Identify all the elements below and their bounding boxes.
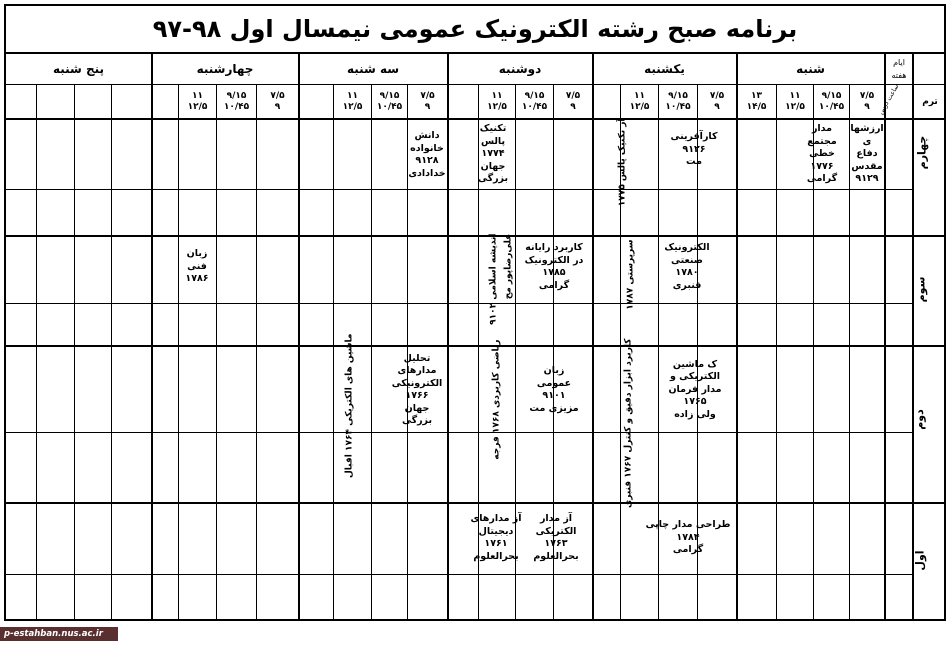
course-t4-tue-1: دانش خانواده ۹۱۲۸ خدادادی	[408, 130, 446, 179]
course-t3-mon-2a: علی‌رضاپور مح	[503, 233, 514, 300]
course-t2-sun-1: ک ماشین الکتریکی و مدار فرمان ۱۷۶۵ ولی زاده	[668, 358, 722, 420]
divider	[6, 574, 914, 575]
divider	[151, 52, 153, 619]
slot-sun-2: ۹/۱۵ ۱۰/۴۵	[665, 91, 691, 112]
term-2-label: دوم	[912, 409, 926, 430]
slot-wed-1: ۷/۵ ۹	[270, 91, 285, 112]
slot-sat-4: ۱۳ ۱۴/۵	[746, 91, 767, 112]
course-t3-mon-2b: اندیشه اسلامی ۹۱۰۲	[488, 233, 499, 325]
week-days-label: ایام هفته	[891, 58, 907, 80]
slot-tue-1: ۷/۵ ۹	[420, 91, 435, 112]
divider	[736, 52, 738, 619]
divider	[6, 345, 944, 347]
slot-wed-3: ۱۱ ۱۲/۵	[187, 91, 208, 112]
day-header-wed: چهارشنبه	[196, 61, 254, 76]
slot-mon-1: ۷/۵ ۹	[565, 91, 581, 112]
course-t3-mon-1: کاربرد رایانه در الکترونیک ۱۷۸۵ گرامی	[524, 242, 584, 291]
page-title: برنامه صبح رشته الکترونیک عمومی نیمسال اول ۹۸-۹۷	[152, 15, 798, 43]
slot-tue-2: ۹/۱۵ ۱۰/۴۵	[376, 91, 403, 112]
term-3-label: سوم	[914, 276, 928, 303]
course-t2-sun-2: کاربرد ابزار دقیق و کنترل ۱۷۶۷ قنبری	[623, 338, 634, 508]
course-t4-mon-3: تکنیک پالس ۱۷۷۴ جهان بزرگی	[477, 123, 509, 185]
slot-sat-2: ۹/۱۵ ۱۰/۴۵	[818, 91, 845, 112]
divider	[216, 84, 217, 619]
divider	[6, 84, 944, 85]
slot-tue-3: ۱۱ ۱۲/۵	[342, 91, 363, 112]
course-t2-mon-1: زبان عمومی ۹۱۰۱ مزیزی مت	[529, 365, 579, 414]
course-t4-sat-1: ارزشها ی دفاع مقدس ۹۱۲۹	[850, 123, 884, 185]
slot-mon-3: ۱۱ ۱۲/۵	[487, 91, 507, 112]
slot-wed-2: ۹/۱۵ ۱۰/۴۵	[223, 91, 250, 112]
course-t3-wed-3: زبان فنی ۱۷۸۶	[185, 248, 209, 285]
divider	[6, 303, 914, 304]
slot-sat-3: ۱۱ ۱۲/۵	[785, 91, 805, 112]
course-t2-tue-1: تحلیل مدارهای الکترونیکی ۱۷۶۶ جهان بزرگی	[391, 352, 443, 426]
course-t4-sun-2: آز تکنیک پالس ۱۷۷۵	[617, 118, 628, 207]
day-header-tue: سه شنبه	[346, 61, 400, 76]
divider	[592, 52, 594, 619]
divider	[6, 189, 914, 190]
divider	[256, 84, 257, 619]
divider	[6, 432, 914, 433]
day-header-sat: شنبه	[796, 61, 825, 76]
day-header-sun: یکشنبه	[644, 61, 685, 76]
term-label: ترم	[922, 96, 938, 107]
course-t3-sun-1: الکترونیک صنعتی ۱۷۸۰ قنبری	[664, 242, 710, 291]
course-t1-mon-1: آز مدار الکتریکی ۱۷۶۳ بحرالعلوم	[533, 513, 579, 562]
slot-sun-1: ۷/۵ ۹	[709, 91, 725, 112]
divider	[776, 84, 777, 619]
course-t4-sat-2: مدار مجتمع خطی ۱۷۷۶ گرامی	[806, 123, 838, 185]
divider	[74, 84, 75, 619]
divider	[6, 502, 944, 504]
schedule-table	[4, 4, 946, 621]
day-header-mon: دوشنبه	[498, 61, 542, 76]
divider	[36, 84, 37, 619]
course-t2-tue-2: ماشین های الکتریکی ۱۷۶۴ اقبال	[344, 333, 355, 479]
divider	[884, 52, 886, 619]
term-hint: ساعت درس	[876, 82, 901, 116]
divider	[333, 84, 334, 619]
course-t2-mon-2: ریاضی کاربردی ۱۷۶۸ فرجه	[491, 339, 502, 460]
divider	[178, 84, 179, 619]
slot-sun-3: ۱۱ ۱۲/۵	[629, 91, 650, 112]
course-t1-sun-1: طراحی مدار چاپی ۱۷۸۴ گرامی	[645, 519, 731, 556]
divider	[6, 235, 944, 237]
course-t3-sun-2: سرپرستی ۱۷۸۷	[625, 239, 636, 310]
course-t4-sun-1: کارآفرینی ۹۱۲۶ مت	[670, 131, 718, 168]
slot-mon-2: ۹/۱۵ ۱۰/۴۵	[521, 91, 548, 112]
divider	[912, 52, 914, 619]
slot-sat-1: ۷/۵ ۹	[859, 91, 875, 112]
divider	[371, 84, 372, 619]
term-4-label: چهارم	[915, 135, 929, 170]
course-t1-mon-2: آز مدارهای دیجیتال ۱۷۶۱ بحرالعلوم	[470, 513, 522, 562]
term-1-label: اول	[913, 550, 927, 571]
divider	[111, 84, 112, 619]
site-url-banner: p-estahban.nus.ac.ir	[0, 627, 118, 641]
divider	[298, 52, 300, 619]
day-header-thu: پنج شنبه	[52, 61, 105, 76]
